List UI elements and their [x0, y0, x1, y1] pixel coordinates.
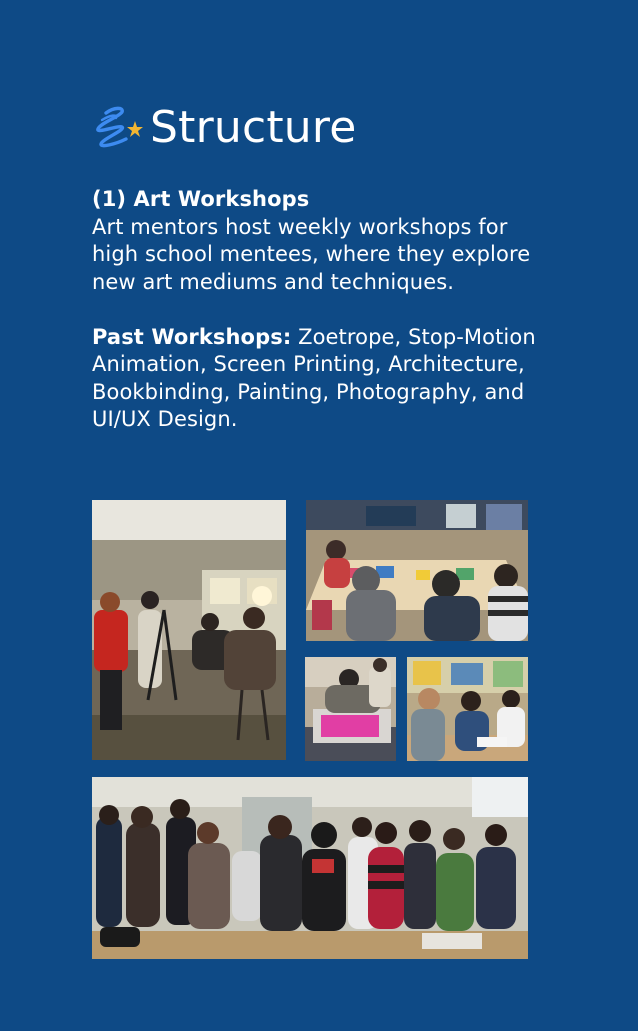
photo-group-with-projects — [92, 777, 528, 959]
description-line: high school mentees, where they explore — [92, 242, 531, 266]
past-workshops-line: UI/UX Design. — [92, 407, 238, 431]
photo-crafting-students — [407, 657, 528, 761]
photo-studio-workshop — [92, 500, 286, 760]
paragraph-gap — [92, 296, 542, 324]
past-workshops-text: Zoetrope, Stop-Motion — [291, 324, 536, 349]
workshop-description — [92, 186, 542, 434]
section-heading: (1) Art Workshops — [92, 187, 310, 211]
description-line: Art mentors host weekly workshops for — [92, 214, 508, 239]
scribble-star-icon — [92, 103, 144, 153]
page-title: Structure — [150, 102, 357, 153]
photo-screen-printing — [305, 657, 396, 761]
photo-classroom-table — [306, 500, 528, 641]
past-workshops-line: Animation, Screen Printing, Architecture, — [92, 352, 525, 376]
description-line: new art mediums and techniques. — [92, 269, 455, 294]
past-workshops-label: Past Workshops: — [92, 324, 292, 349]
past-workshops-line — [92, 324, 542, 352]
past-workshops-line: Bookbinding, Painting, Photography, and — [92, 379, 525, 404]
